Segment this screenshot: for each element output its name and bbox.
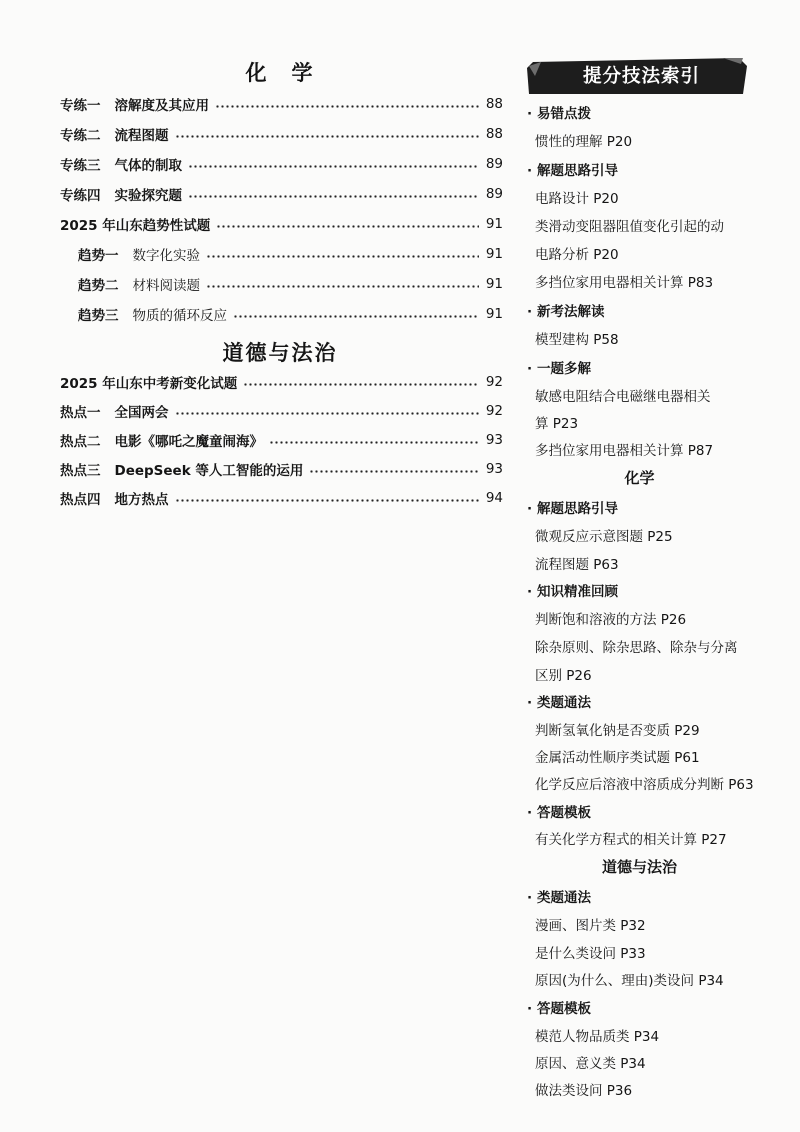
index-item[interactable]: 漫画、图片类 P32 [535,918,646,934]
toc-label: 热点二 [60,434,101,450]
toc-page-number: 92 [485,403,503,419]
index-item[interactable]: 除杂原则、除杂思路、除杂与分离 [535,640,738,656]
index-item[interactable]: 模范人物品质类 P34 [535,1029,660,1045]
category-heading [527,997,591,1017]
index-item[interactable]: 多挡位家用电器相关计算 P83 [535,275,714,291]
category-heading [527,357,591,377]
toc-label: 趋势三 [78,308,119,324]
index-item[interactable]: 算 P23 [535,416,579,432]
moral-subject-title: 道德与法治 [601,858,677,876]
toc-page-number: 93 [485,461,503,477]
category-label: 易错点拨 [537,106,591,122]
toc-title: 2025 年山东趋势性试题 [60,218,211,234]
index-item[interactable]: 化学反应后溶液中溶质成分判断 P63 [535,777,754,793]
bullet: · [527,805,533,821]
toc-page-number: 91 [485,276,503,292]
category-heading [527,580,618,600]
dot-leader [233,315,479,318]
moral-section-title: 道德与法治 [222,341,338,365]
index-item[interactable]: 流程图题 P63 [535,557,619,573]
toc-page-number: 93 [485,432,503,448]
category-heading [527,300,605,320]
toc-page-number: 88 [485,126,503,142]
index-item[interactable]: 原因(为什么、理由)类设问 P34 [535,973,724,989]
toc-row[interactable] [60,182,503,206]
bullet: · [527,890,533,906]
toc-title: 溶解度及其应用 [114,98,209,114]
dot-leader [206,285,479,288]
toc-label: 趋势一 [78,248,119,264]
toc-row[interactable] [60,152,503,176]
index-item[interactable]: 电路设计 P20 [535,191,619,207]
index-item[interactable]: 判断饱和溶液的方法 P26 [535,612,687,628]
toc-page-number: 89 [485,186,503,202]
category-label: 解题思路引导 [537,163,618,179]
toc-row[interactable] [60,92,503,116]
category-label: 新考法解读 [537,304,605,320]
index-item[interactable]: 类滑动变阻器阻值变化引起的动 [535,219,724,235]
category-label: 解题思路引导 [537,501,618,517]
chem-section-title: 化 学 [245,61,315,85]
toc-title: 地方热点 [114,492,169,508]
dot-leader [175,412,480,415]
category-label: 类题通法 [537,695,591,711]
dot-leader [206,255,479,258]
dot-leader [175,499,480,502]
toc-title: 电影《哪吒之魔童闹海》 [114,434,263,450]
technique-index-column [517,0,800,1132]
toc-label: 热点三 [60,463,101,479]
index-item[interactable]: 电路分析 P20 [535,247,619,263]
dot-leader [188,195,479,198]
bullet: · [527,361,533,377]
index-item[interactable]: 多挡位家用电器相关计算 P87 [535,443,714,459]
index-item[interactable]: 有关化学方程式的相关计算 P27 [535,832,727,848]
toc-page-number: 94 [485,490,503,506]
toc-row[interactable] [60,370,503,394]
toc-label: 专练一 [60,98,101,114]
index-item[interactable]: 原因、意义类 P34 [535,1056,646,1072]
toc-page-number: 92 [485,374,503,390]
bullet: · [527,163,533,179]
bullet: · [527,1001,533,1017]
index-item[interactable]: 金属活动性顺序类试题 P61 [535,750,700,766]
dot-leader [243,383,479,386]
category-label: 答题模板 [537,805,591,821]
index-banner [527,56,749,96]
toc-page-number: 88 [485,96,503,112]
toc-title: 流程图题 [114,128,169,144]
dot-leader [309,470,479,473]
toc-page-number: 91 [485,246,503,262]
toc-title: 2025 年山东中考新变化试题 [60,376,238,392]
category-label: 知识精准回顾 [537,584,618,600]
index-item[interactable]: 做法类设问 P36 [535,1083,633,1099]
toc-title: 气体的制取 [114,158,182,174]
toc-row[interactable] [78,302,503,326]
toc-title: DeepSeek 等人工智能的运用 [114,463,304,479]
toc-row[interactable] [60,428,503,452]
toc-label: 趋势二 [78,278,119,294]
toc-page-number: 91 [485,306,503,322]
chem-subject-title: 化学 [624,469,655,487]
bullet: · [527,501,533,517]
category-heading [527,691,591,711]
category-label: 答题模板 [537,1001,591,1017]
toc-row[interactable] [78,272,503,296]
dot-leader [215,105,479,108]
category-label: 一题多解 [537,361,591,377]
bullet: · [527,304,533,320]
bullet: · [527,584,533,600]
bullet: · [527,106,533,122]
toc-label: 专练四 [60,188,101,204]
toc-page-number: 89 [485,156,503,172]
toc-row[interactable] [60,457,503,481]
index-item[interactable]: 模型建构 P58 [535,332,619,348]
toc-title: 物质的循环反应 [132,308,227,324]
category-heading [527,886,591,906]
toc-title: 全国两会 [114,405,169,421]
toc-label: 热点四 [60,492,101,508]
index-item[interactable]: 惯性的理解 P20 [535,134,633,150]
dot-leader [269,441,479,444]
toc-row[interactable] [60,486,503,510]
category-heading [527,801,591,821]
category-heading [527,497,618,517]
index-item[interactable]: 敏感电阻结合电磁继电器相关 [535,389,711,405]
dot-leader [175,135,480,138]
toc-row[interactable] [60,399,503,423]
category-heading [527,159,618,179]
index-item[interactable]: 微观反应示意图题 P25 [535,529,673,545]
toc-label: 专练二 [60,128,101,144]
index-item[interactable]: 是什么类设问 P33 [535,946,646,962]
toc-title: 材料阅读题 [132,278,200,294]
index-item[interactable]: 判断氢氧化钠是否变质 P29 [535,723,700,739]
index-item[interactable]: 区别 P26 [535,668,592,684]
banner-title: 提分技法索引 [583,66,701,87]
category-label: 类题通法 [537,890,591,906]
toc-label: 专练三 [60,158,101,174]
toc-title: 数字化实验 [132,248,200,264]
toc-page-number: 91 [485,216,503,232]
toc-row[interactable] [78,242,503,266]
toc-label: 热点一 [60,405,101,421]
bullet: · [527,695,533,711]
toc-row[interactable] [60,122,503,146]
dot-leader [188,165,479,168]
toc-title: 实验探究题 [114,188,182,204]
toc-row[interactable] [60,212,503,236]
category-heading [527,102,591,122]
dot-leader [216,225,479,228]
